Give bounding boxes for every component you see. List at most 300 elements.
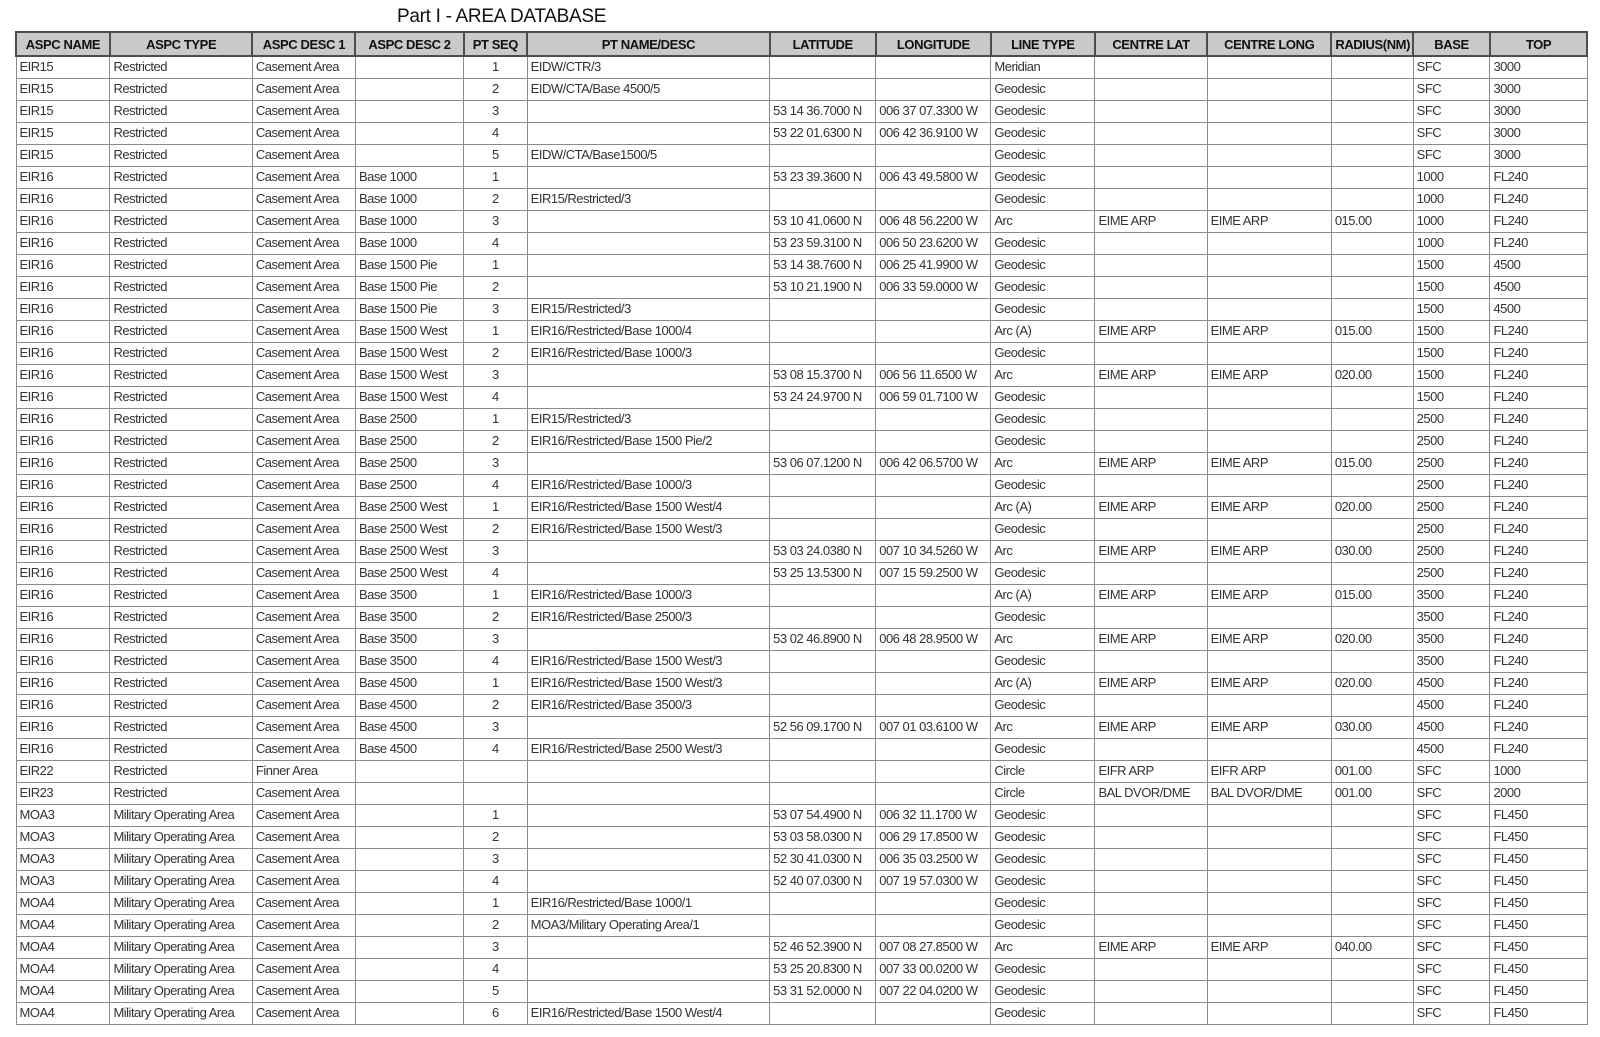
cell-centre-long <box>1207 606 1331 628</box>
cell-radius <box>1331 914 1413 936</box>
cell-aspc-name: EIR16 <box>16 452 110 474</box>
cell-aspc-desc-1: Casement Area <box>252 914 355 936</box>
cell-aspc-type: Restricted <box>110 364 252 386</box>
cell-aspc-name: EIR16 <box>16 254 110 276</box>
cell-latitude <box>770 144 876 166</box>
cell-pt-seq: 3 <box>464 364 528 386</box>
cell-aspc-type: Restricted <box>110 232 252 254</box>
cell-radius <box>1331 848 1413 870</box>
cell-aspc-desc-1: Casement Area <box>252 518 355 540</box>
cell-centre-long <box>1207 870 1331 892</box>
cell-centre-lat <box>1095 518 1207 540</box>
column-header-centre-lat: CENTRE LAT <box>1095 32 1207 56</box>
cell-longitude: 006 48 28.9500 W <box>876 628 991 650</box>
cell-aspc-desc-1: Casement Area <box>252 562 355 584</box>
cell-line-type: Geodesic <box>991 606 1095 628</box>
cell-aspc-desc-1: Casement Area <box>252 254 355 276</box>
cell-aspc-type: Restricted <box>110 342 252 364</box>
cell-aspc-desc-2 <box>355 980 463 1002</box>
cell-aspc-type: Restricted <box>110 782 252 804</box>
cell-pt-seq: 2 <box>464 430 528 452</box>
cell-latitude: 53 31 52.0000 N <box>770 980 876 1002</box>
cell-base: 1500 <box>1413 364 1490 386</box>
cell-centre-long <box>1207 122 1331 144</box>
table-row <box>16 980 1587 1002</box>
cell-centre-long: EIME ARP <box>1207 672 1331 694</box>
cell-centre-long: EIME ARP <box>1207 716 1331 738</box>
column-header-pt-seq: PT SEQ <box>464 32 528 56</box>
cell-pt-seq: 3 <box>464 628 528 650</box>
cell-longitude <box>876 914 991 936</box>
column-header-aspc-desc-1: ASPC DESC 1 <box>252 32 355 56</box>
cell-aspc-desc-2: Base 1500 Pie <box>355 298 463 320</box>
cell-line-type: Geodesic <box>991 980 1095 1002</box>
cell-aspc-desc-1: Casement Area <box>252 716 355 738</box>
cell-longitude: 006 25 41.9900 W <box>876 254 991 276</box>
cell-aspc-name: EIR16 <box>16 650 110 672</box>
cell-centre-lat <box>1095 100 1207 122</box>
cell-pt-name-desc: EIR16/Restricted/Base 1000/3 <box>527 342 769 364</box>
cell-aspc-desc-2 <box>355 100 463 122</box>
cell-aspc-desc-2: Base 2500 West <box>355 562 463 584</box>
cell-longitude <box>876 298 991 320</box>
table-row <box>16 760 1587 782</box>
cell-aspc-desc-2: Base 4500 <box>355 716 463 738</box>
cell-top: 3000 <box>1490 144 1587 166</box>
cell-latitude: 53 23 59.3100 N <box>770 232 876 254</box>
cell-aspc-desc-2 <box>355 892 463 914</box>
column-header-top: TOP <box>1490 32 1587 56</box>
cell-pt-seq: 4 <box>464 562 528 584</box>
cell-centre-long <box>1207 166 1331 188</box>
cell-top: FL240 <box>1490 342 1587 364</box>
cell-pt-name-desc <box>527 980 769 1002</box>
cell-latitude <box>770 320 876 342</box>
cell-aspc-desc-1: Casement Area <box>252 430 355 452</box>
cell-base: 1500 <box>1413 254 1490 276</box>
cell-base: 1000 <box>1413 210 1490 232</box>
cell-aspc-name: EIR23 <box>16 782 110 804</box>
cell-base: 1500 <box>1413 276 1490 298</box>
cell-aspc-type: Restricted <box>110 540 252 562</box>
cell-aspc-desc-1: Casement Area <box>252 276 355 298</box>
cell-pt-seq: 1 <box>464 254 528 276</box>
cell-longitude <box>876 144 991 166</box>
cell-aspc-name: EIR16 <box>16 474 110 496</box>
cell-latitude <box>770 430 876 452</box>
cell-top: 3000 <box>1490 122 1587 144</box>
cell-radius: 001.00 <box>1331 760 1413 782</box>
table-row <box>16 474 1587 496</box>
cell-centre-long <box>1207 408 1331 430</box>
cell-base: 4500 <box>1413 694 1490 716</box>
cell-base: 3500 <box>1413 650 1490 672</box>
cell-radius <box>1331 430 1413 452</box>
cell-pt-seq <box>464 782 528 804</box>
cell-radius <box>1331 738 1413 760</box>
cell-radius <box>1331 232 1413 254</box>
table-row <box>16 782 1587 804</box>
cell-aspc-desc-1: Casement Area <box>252 980 355 1002</box>
cell-base: SFC <box>1413 804 1490 826</box>
cell-longitude: 006 29 17.8500 W <box>876 826 991 848</box>
cell-radius <box>1331 870 1413 892</box>
cell-top: 1000 <box>1490 760 1587 782</box>
cell-centre-lat <box>1095 562 1207 584</box>
cell-radius <box>1331 276 1413 298</box>
cell-radius: 015.00 <box>1331 210 1413 232</box>
cell-centre-lat <box>1095 980 1207 1002</box>
cell-base: SFC <box>1413 1002 1490 1024</box>
cell-line-type: Arc (A) <box>991 672 1095 694</box>
cell-aspc-type: Restricted <box>110 210 252 232</box>
cell-pt-name-desc <box>527 540 769 562</box>
cell-radius: 030.00 <box>1331 540 1413 562</box>
cell-latitude: 53 25 13.5300 N <box>770 562 876 584</box>
cell-latitude <box>770 1002 876 1024</box>
table-row <box>16 232 1587 254</box>
cell-radius: 001.00 <box>1331 782 1413 804</box>
cell-latitude <box>770 298 876 320</box>
cell-top: 4500 <box>1490 276 1587 298</box>
cell-centre-lat <box>1095 474 1207 496</box>
cell-line-type: Arc <box>991 936 1095 958</box>
cell-pt-name-desc <box>527 232 769 254</box>
cell-aspc-name: EIR16 <box>16 518 110 540</box>
cell-aspc-desc-1: Casement Area <box>252 672 355 694</box>
cell-longitude <box>876 672 991 694</box>
cell-centre-long: EIME ARP <box>1207 210 1331 232</box>
table-row <box>16 100 1587 122</box>
cell-radius <box>1331 166 1413 188</box>
cell-base: 1000 <box>1413 166 1490 188</box>
cell-longitude <box>876 760 991 782</box>
cell-base: SFC <box>1413 848 1490 870</box>
cell-pt-name-desc <box>527 562 769 584</box>
cell-pt-seq: 1 <box>464 320 528 342</box>
cell-aspc-type: Military Operating Area <box>110 958 252 980</box>
cell-aspc-name: EIR16 <box>16 738 110 760</box>
cell-aspc-name: MOA4 <box>16 980 110 1002</box>
cell-pt-seq: 3 <box>464 848 528 870</box>
cell-line-type: Geodesic <box>991 430 1095 452</box>
cell-aspc-desc-1: Casement Area <box>252 166 355 188</box>
cell-pt-name-desc <box>527 210 769 232</box>
table-row <box>16 452 1587 474</box>
cell-aspc-name: EIR16 <box>16 628 110 650</box>
cell-aspc-type: Restricted <box>110 694 252 716</box>
cell-longitude <box>876 606 991 628</box>
cell-base: 1500 <box>1413 342 1490 364</box>
cell-aspc-desc-2: Base 2500 West <box>355 518 463 540</box>
cell-latitude <box>770 518 876 540</box>
cell-line-type: Geodesic <box>991 826 1095 848</box>
cell-aspc-desc-2: Base 3500 <box>355 628 463 650</box>
cell-longitude <box>876 342 991 364</box>
cell-centre-long <box>1207 562 1331 584</box>
cell-latitude: 53 07 54.4900 N <box>770 804 876 826</box>
cell-pt-seq: 1 <box>464 166 528 188</box>
cell-radius <box>1331 606 1413 628</box>
cell-base: 4500 <box>1413 738 1490 760</box>
cell-radius <box>1331 892 1413 914</box>
cell-aspc-desc-1: Casement Area <box>252 452 355 474</box>
table-row <box>16 188 1587 210</box>
cell-aspc-name: EIR22 <box>16 760 110 782</box>
cell-centre-lat <box>1095 826 1207 848</box>
cell-pt-name-desc: EIR16/Restricted/Base 1500 West/4 <box>527 496 769 518</box>
cell-radius <box>1331 254 1413 276</box>
cell-longitude: 006 32 11.1700 W <box>876 804 991 826</box>
cell-base: SFC <box>1413 980 1490 1002</box>
cell-base: SFC <box>1413 892 1490 914</box>
column-header-aspc-type: ASPC TYPE <box>110 32 252 56</box>
cell-centre-long: EIME ARP <box>1207 496 1331 518</box>
cell-centre-long <box>1207 826 1331 848</box>
cell-latitude: 53 10 41.0600 N <box>770 210 876 232</box>
cell-centre-lat: EIME ARP <box>1095 210 1207 232</box>
cell-aspc-desc-2: Base 1000 <box>355 232 463 254</box>
cell-aspc-type: Restricted <box>110 672 252 694</box>
cell-aspc-desc-2: Base 4500 <box>355 672 463 694</box>
cell-pt-seq: 1 <box>464 892 528 914</box>
cell-pt-seq: 1 <box>464 584 528 606</box>
cell-base: 3500 <box>1413 628 1490 650</box>
cell-pt-seq: 2 <box>464 188 528 210</box>
cell-centre-lat <box>1095 870 1207 892</box>
cell-aspc-desc-2: Base 2500 <box>355 430 463 452</box>
cell-pt-name-desc: EIR16/Restricted/Base 1000/3 <box>527 584 769 606</box>
cell-line-type: Geodesic <box>991 386 1095 408</box>
cell-latitude <box>770 892 876 914</box>
cell-radius <box>1331 1002 1413 1024</box>
cell-centre-lat <box>1095 606 1207 628</box>
cell-longitude: 007 15 59.2500 W <box>876 562 991 584</box>
cell-aspc-desc-2 <box>355 848 463 870</box>
cell-aspc-desc-2: Base 2500 West <box>355 540 463 562</box>
cell-base: 4500 <box>1413 672 1490 694</box>
cell-latitude: 53 24 24.9700 N <box>770 386 876 408</box>
table-row <box>16 540 1587 562</box>
cell-aspc-desc-2: Base 3500 <box>355 606 463 628</box>
cell-aspc-desc-2: Base 4500 <box>355 738 463 760</box>
cell-pt-seq: 1 <box>464 408 528 430</box>
cell-centre-long <box>1207 100 1331 122</box>
cell-aspc-type: Restricted <box>110 584 252 606</box>
cell-top: FL240 <box>1490 320 1587 342</box>
cell-radius <box>1331 78 1413 100</box>
column-header-aspc-name: ASPC NAME <box>16 32 110 56</box>
table-row <box>16 78 1587 100</box>
cell-aspc-desc-1: Casement Area <box>252 738 355 760</box>
cell-aspc-desc-2: Base 2500 West <box>355 496 463 518</box>
cell-line-type: Geodesic <box>991 562 1095 584</box>
cell-aspc-desc-1: Casement Area <box>252 188 355 210</box>
cell-centre-long <box>1207 980 1331 1002</box>
table-row <box>16 364 1587 386</box>
cell-centre-long: EIME ARP <box>1207 452 1331 474</box>
table-row <box>16 342 1587 364</box>
cell-aspc-type: Military Operating Area <box>110 848 252 870</box>
cell-aspc-name: EIR15 <box>16 144 110 166</box>
cell-centre-long <box>1207 188 1331 210</box>
cell-aspc-desc-2: Base 1000 <box>355 210 463 232</box>
cell-radius: 015.00 <box>1331 584 1413 606</box>
cell-line-type: Arc (A) <box>991 496 1095 518</box>
cell-radius <box>1331 474 1413 496</box>
cell-centre-lat: EIFR ARP <box>1095 760 1207 782</box>
cell-aspc-name: EIR16 <box>16 716 110 738</box>
cell-centre-long <box>1207 474 1331 496</box>
table-row <box>16 276 1587 298</box>
cell-centre-lat <box>1095 1002 1207 1024</box>
cell-longitude: 006 35 03.2500 W <box>876 848 991 870</box>
cell-centre-long: EIME ARP <box>1207 320 1331 342</box>
cell-radius: 020.00 <box>1331 496 1413 518</box>
cell-aspc-desc-1: Casement Area <box>252 56 355 78</box>
cell-aspc-desc-2 <box>355 804 463 826</box>
cell-aspc-desc-1: Casement Area <box>252 936 355 958</box>
cell-line-type: Geodesic <box>991 298 1095 320</box>
cell-latitude <box>770 584 876 606</box>
cell-aspc-desc-1: Casement Area <box>252 100 355 122</box>
cell-centre-long <box>1207 254 1331 276</box>
column-header-pt-name-desc: PT NAME/DESC <box>527 32 769 56</box>
cell-centre-lat <box>1095 342 1207 364</box>
cell-aspc-type: Restricted <box>110 188 252 210</box>
cell-aspc-desc-1: Casement Area <box>252 628 355 650</box>
cell-line-type: Circle <box>991 760 1095 782</box>
cell-latitude: 53 02 46.8900 N <box>770 628 876 650</box>
cell-centre-lat: EIME ARP <box>1095 496 1207 518</box>
cell-radius: 020.00 <box>1331 628 1413 650</box>
cell-aspc-name: EIR16 <box>16 694 110 716</box>
cell-pt-seq: 4 <box>464 738 528 760</box>
cell-line-type: Arc <box>991 452 1095 474</box>
cell-line-type: Geodesic <box>991 892 1095 914</box>
cell-latitude: 53 08 15.3700 N <box>770 364 876 386</box>
cell-top: 4500 <box>1490 298 1587 320</box>
cell-pt-seq: 1 <box>464 804 528 826</box>
cell-pt-name-desc <box>527 958 769 980</box>
cell-aspc-name: EIR16 <box>16 298 110 320</box>
table-row <box>16 584 1587 606</box>
cell-pt-name-desc: EIDW/CTA/Base1500/5 <box>527 144 769 166</box>
cell-aspc-name: EIR16 <box>16 584 110 606</box>
cell-aspc-type: Restricted <box>110 496 252 518</box>
cell-centre-lat: BAL DVOR/DME <box>1095 782 1207 804</box>
cell-aspc-type: Restricted <box>110 474 252 496</box>
cell-base: SFC <box>1413 100 1490 122</box>
cell-centre-long <box>1207 914 1331 936</box>
cell-latitude: 53 03 24.0380 N <box>770 540 876 562</box>
table-row <box>16 210 1587 232</box>
cell-radius <box>1331 980 1413 1002</box>
cell-aspc-desc-2 <box>355 936 463 958</box>
table-row <box>16 936 1587 958</box>
cell-centre-long <box>1207 342 1331 364</box>
cell-aspc-desc-1: Casement Area <box>252 364 355 386</box>
cell-base: 2500 <box>1413 474 1490 496</box>
cell-top: FL240 <box>1490 496 1587 518</box>
cell-aspc-type: Restricted <box>110 452 252 474</box>
cell-aspc-desc-1: Casement Area <box>252 606 355 628</box>
cell-aspc-name: EIR16 <box>16 496 110 518</box>
cell-aspc-desc-2: Base 4500 <box>355 694 463 716</box>
cell-line-type: Geodesic <box>991 78 1095 100</box>
cell-line-type: Geodesic <box>991 914 1095 936</box>
cell-latitude: 52 46 52.3900 N <box>770 936 876 958</box>
cell-centre-lat <box>1095 144 1207 166</box>
cell-pt-name-desc <box>527 628 769 650</box>
cell-latitude <box>770 342 876 364</box>
cell-longitude: 006 42 36.9100 W <box>876 122 991 144</box>
cell-centre-lat: EIME ARP <box>1095 584 1207 606</box>
cell-base: 1000 <box>1413 188 1490 210</box>
cell-aspc-type: Restricted <box>110 78 252 100</box>
cell-line-type: Geodesic <box>991 694 1095 716</box>
cell-aspc-type: Restricted <box>110 276 252 298</box>
cell-top: FL450 <box>1490 804 1587 826</box>
cell-radius <box>1331 342 1413 364</box>
cell-aspc-name: MOA3 <box>16 870 110 892</box>
cell-longitude: 007 19 57.0300 W <box>876 870 991 892</box>
cell-aspc-name: EIR16 <box>16 606 110 628</box>
cell-top: FL450 <box>1490 826 1587 848</box>
cell-pt-seq: 2 <box>464 826 528 848</box>
cell-pt-name-desc <box>527 452 769 474</box>
cell-longitude: 006 43 49.5800 W <box>876 166 991 188</box>
cell-longitude <box>876 1002 991 1024</box>
cell-line-type: Geodesic <box>991 254 1095 276</box>
cell-aspc-desc-1: Casement Area <box>252 298 355 320</box>
cell-longitude: 006 56 11.6500 W <box>876 364 991 386</box>
cell-top: FL240 <box>1490 606 1587 628</box>
cell-centre-long: BAL DVOR/DME <box>1207 782 1331 804</box>
cell-pt-seq: 4 <box>464 122 528 144</box>
cell-aspc-desc-2: Base 2500 <box>355 452 463 474</box>
cell-pt-seq: 1 <box>464 56 528 78</box>
cell-pt-name-desc: EIR16/Restricted/Base 1500 West/3 <box>527 650 769 672</box>
table-row <box>16 650 1587 672</box>
cell-pt-seq: 3 <box>464 452 528 474</box>
cell-pt-name-desc: EIR16/Restricted/Base 1500 West/4 <box>527 1002 769 1024</box>
cell-aspc-name: EIR15 <box>16 122 110 144</box>
cell-base: 1000 <box>1413 232 1490 254</box>
cell-centre-long: EIFR ARP <box>1207 760 1331 782</box>
cell-aspc-desc-2 <box>355 144 463 166</box>
column-header-centre-long: CENTRE LONG <box>1207 32 1331 56</box>
cell-aspc-type: Restricted <box>110 430 252 452</box>
cell-top: FL240 <box>1490 474 1587 496</box>
cell-latitude <box>770 650 876 672</box>
cell-pt-seq: 1 <box>464 672 528 694</box>
cell-line-type: Geodesic <box>991 276 1095 298</box>
cell-latitude: 52 30 41.0300 N <box>770 848 876 870</box>
cell-top: FL240 <box>1490 672 1587 694</box>
table-row <box>16 144 1587 166</box>
cell-centre-lat: EIME ARP <box>1095 320 1207 342</box>
cell-longitude <box>876 430 991 452</box>
cell-top: FL450 <box>1490 892 1587 914</box>
cell-latitude <box>770 760 876 782</box>
cell-longitude <box>876 650 991 672</box>
cell-aspc-name: MOA4 <box>16 892 110 914</box>
cell-centre-lat: EIME ARP <box>1095 540 1207 562</box>
cell-latitude <box>770 78 876 100</box>
cell-pt-name-desc: MOA3/Military Operating Area/1 <box>527 914 769 936</box>
cell-radius: 015.00 <box>1331 320 1413 342</box>
